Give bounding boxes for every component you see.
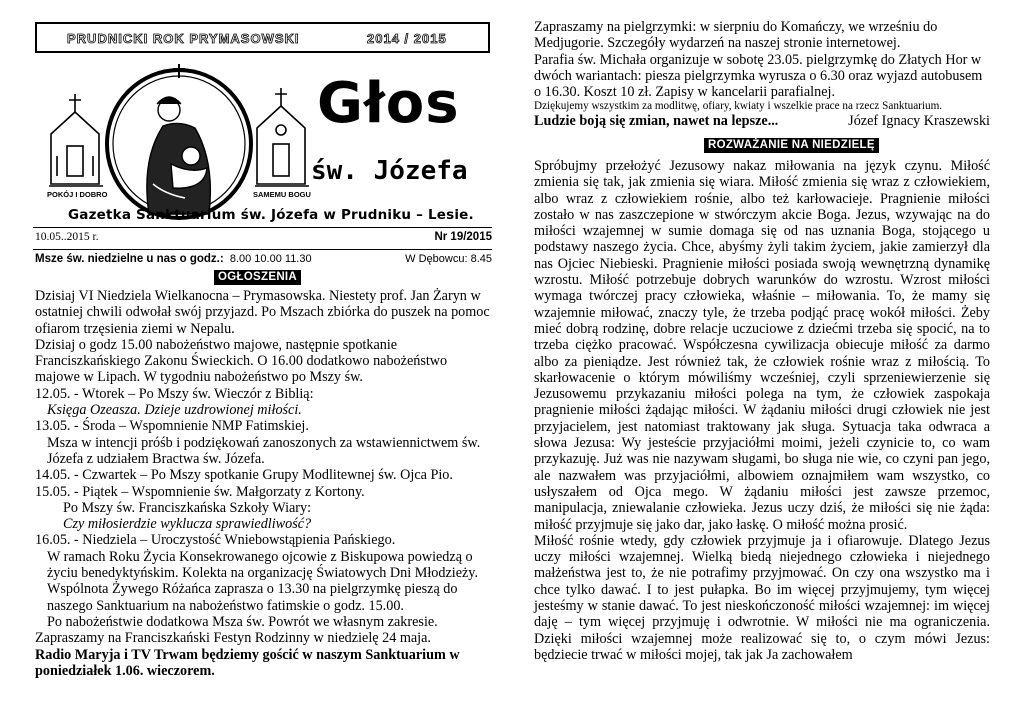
- banner-year: 2014 / 2015: [367, 31, 447, 46]
- announcement-sunday: 16.05. - Niedziela – Uroczystość Wniebowstąpienia Pańskiego.: [35, 532, 396, 549]
- emblem-right-caption: SAMEMU BOGU: [253, 190, 311, 199]
- quote-text: Ludzie boją się zmian, nawet na lepsze...: [534, 113, 779, 130]
- mass-times-label: Msze św. niedzielne u nas o godz.:: [35, 253, 224, 265]
- thanks-note: Dziękujemy wszystkim za modlitwę, ofiary, kwiaty i wszelkie prace na rzecz Sanktuarium.: [534, 100, 943, 113]
- announcement-radio: Radio Maryja i TV Trwam będziemy gościć w naszym Sanktuarium w poniedziałek 1.06. wieczorem.: [35, 646, 460, 679]
- header-banner: [35, 22, 490, 53]
- divider: [33, 227, 492, 228]
- divider: [33, 249, 492, 250]
- announcement: Dzisiaj VI Niedziela Wielkanocna – Prymasowska. Niestety prof. Jan Żaryn w ostatniej chwili odwołał swój przyjazd. Po Mszach zbiórka do puszek na pomoc ofiarom trzęsienia ziemi w Nepalu.: [35, 288, 490, 337]
- church-left-icon: [49, 94, 103, 186]
- parish-trip-info: Parafia św. Michała organizuje w sobotę 23.05. pielgrzymkę do Złatych Hor w dwóch wariantach: piesza pielgrzymka wyrusza o 6.30 oraz wyjazd autobusem o 16.30. Koszt 10 zł. Zapisy w kancelarii parafialnej.: [534, 51, 983, 101]
- right-announcements: [534, 19, 990, 130]
- saint-joseph-figure: [147, 97, 211, 214]
- announcement-tuesday: 12.05. - Wtorek – Po Mszy św. Wieczór z Biblią:: [35, 385, 314, 402]
- announcement-sunday-detail: W ramach Roku Życia Konsekrowanego ojcowie z Biskupowa powiedzą o życiu benedyktyńskim. Kolekta na organizację Światowych Dni Młodzieży.: [47, 548, 479, 582]
- banner-title: PRUDNICKI ROK PRYMASOWSKI: [67, 31, 300, 46]
- reflection-body: [534, 158, 990, 663]
- announcement-friday-detail: Po Mszy św. Franciszkańska Szkoły Wiary:: [63, 499, 312, 516]
- issue-date: 10.05..2015 r.: [35, 231, 99, 243]
- reflection-paragraph: Spróbujmy przełożyć Jezusowy nakaz miłowania na język czynu. Miłość zmienia się tak, jak zmienia się wiara. Miłość zmienia się wraz z człowiekiem, albo wraz z człowiekiem rośnie, albo też karłowacieje. Pragnienie miłości zostało w nas zaszczepione w stwórczym akcie Boga. Jezus, wzywając na do miłości wzajemnej w sumie domaga się od nas uznania Boga, stojącego u podstawy naszego życia. Chce, abyśmy żyli takim życiem, jakie zamierzył dla nas Ojciec Niebieski. Pragnienie miłości posiada swoją wewnętrzną dynamikę wzrostu. Miłość potrzebuje dobrych warunków do wzrostu. Wzrost miłości wymaga twórczej pracy człowieka, właśnie – miłowania. To, że mamy się wzajemnie miłować, znaczy tyle, że trzeba podjąć pracę wokół miłości. Żeby mieć dobrą rodzinę, dobre relacje uczuciowe z dziećmi trzeba się spocić, na to trzeba ciężko pracować. Współczesna cywilizacja obiecuje miłość za darmo albo za pieniądze. Jest również tak, że człowiek rośnie wraz z miłością. To skarłowacenie o którym mówiliśmy wcześniej, czyli sprzeniewierzenie się Jezusowemu przykazaniu miłości polega na tym, że człowiek zaspokaja pragnienie miłości żądając miłości. W żądaniu miłości drugi człowiek nie jest przyjacielem, jest natomiast traktowany jak sługa. Sytuacja taka odwraca a słowa Jezusa: Wy jesteście przyjaciółmi moimi, jeżeli czynicie to, co wam przykazuję. Już was nie nazywam sługami, bo sługa nie wie, co czyni pan jego, ale nazwałem was przyjaciółmi, albowiem oznajmiłem wam wszystko, co usłyszałem od Ojca mego. W żądaniu miłości jest zawsze przemoc, manipulacja, zniewalanie człowieka. Jezus uczy dziś, że miłości się nie żąda: miłość przyjmuje się jako dar, jako łaskę. O miłość można prosić.: [534, 158, 990, 533]
- quote: [534, 113, 990, 130]
- announcement-friday-topic: Czy miłosierdzie wyklucza sprawiedliwość?: [63, 516, 312, 533]
- newsletter-subtitle-name: św. Józefa: [311, 156, 468, 186]
- emblem-left-caption: POKÓJ I DOBRO: [47, 190, 108, 199]
- announcement-thursday: 14.05. - Czwartek – Po Mszy spotkanie Grupy Modlitewnej św. Ojca Pio.: [35, 467, 453, 484]
- reflection-heading: ROZWAŻANIE NA NIEDZIELĘ: [704, 138, 879, 153]
- announcement-rosary: Wspólnota Żywego Różańca zaprasza o 13.30 na pielgrzymkę pieszą do naszego Sanktuarium na nabożeństwo fatimskie o godz. 15.00.: [47, 581, 458, 614]
- reflection-paragraph: Miłość rośnie wtedy, gdy człowiek przyjmuje ja i ofiarowuje. Dlatego Jezus uczy miłości wzajemnej. Wielką biedą niejednego człowieka i niejednego małżeństwa jest to, że nie potrafimy przyjmować. On czy ona wszystko ma i chce tylko dawać. I to jest pułapka. Bo im więcej przyjmujemy, tym więcej jesteśmy w stanie dawać. To jest nieskończoność miłości wzajemnej: im więcej daję – tym więcej przyjmuję i odwrotnie. W miłości nie ma ograniczenia. Dzięki miłości wzajemnej może realizować się to, o czym mówi Jezus: będziecie trwać w miłości mojej, tak jak Ja zachowałem: [534, 532, 990, 663]
- church-right-icon: [255, 88, 309, 186]
- announcement-extra-mass: Po nabożeństwie dodatkowa Msza św. Powrót we własnym zakresie.: [47, 613, 438, 630]
- franciscan-emblem: [45, 64, 313, 222]
- left-column: [33, 20, 494, 720]
- announcement-wednesday: 13.05. - Środa – Wspomnienie NMP Fatimskiej.: [35, 418, 309, 435]
- announcement-tuesday-detail: Księga Ozeasza. Dzieje uzdrowionej miłości.: [47, 402, 302, 419]
- mass-times-values: 8.00 10.00 11.30: [229, 253, 312, 265]
- issue-number: Nr 19/2015: [434, 231, 492, 243]
- quote-author: Józef Ignacy Kraszewski: [848, 113, 990, 130]
- announcement-wednesday-detail: Msza w intencji próśb i podziękowań zanoszonych za wstawiennictwem św. Józefa z udziałem Bractwa św. Józefa.: [47, 434, 481, 467]
- newsletter-tagline: Gazetka Sanktuarium św. Józefa w Prudniku – Lesie.: [68, 207, 474, 223]
- announcement-festival: Zapraszamy na Franciszkański Festyn Rodzinny w niedzielę 24 maja.: [35, 630, 431, 647]
- announcements-heading: OGŁOSZENIA: [214, 270, 301, 285]
- announcement: Dzisiaj o godz 15.00 nabożeństwo majowe, następnie spotkanie Franciszkańskiego Zakonu Świeckich. O 16.00 dodatkowo nabożeństwo majowe w Lipach. W tygodniu nabożeństwo po Mszy św.: [35, 336, 448, 386]
- newsletter-title: Głos: [317, 71, 460, 136]
- mass-times: [35, 253, 312, 265]
- announcements-body: [35, 288, 492, 679]
- right-column: [534, 19, 990, 719]
- pilgrimages-info: Zapraszamy na pielgrzymki: w sierpniu do Komańczy, we wrześniu do Medjugorie. Szczegóły wydarzeń na naszej stronie internetowej.: [534, 19, 938, 52]
- debowiec-mass-time: W Dębowcu: 8.45: [405, 253, 492, 265]
- announcement-friday: 15.05. - Piątek – Wspomnienie św. Małgorzaty z Kortony.: [35, 483, 365, 500]
